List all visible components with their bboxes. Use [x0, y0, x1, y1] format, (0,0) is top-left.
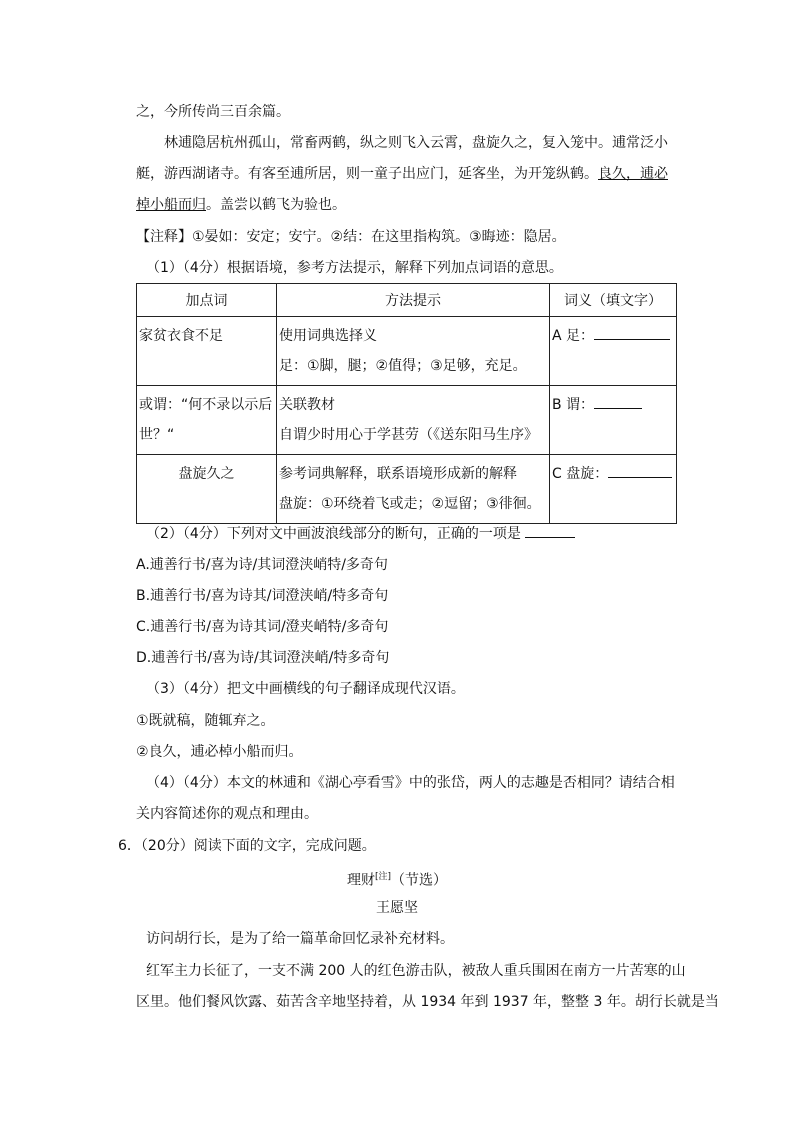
article-paragraph: 访问胡行长，是为了给一篇革命回忆录补充材料。 — [146, 931, 454, 947]
passage-line: 之，今所传尚三百余篇。 — [136, 104, 290, 120]
table-cell: 关联教材 自谓少时用心于学甚劳（《送东阳马生序》 — [277, 386, 550, 455]
answer-blank[interactable] — [594, 394, 642, 409]
table-row — [137, 455, 677, 524]
article-author: 王愿坚 — [376, 900, 418, 916]
table-cell: 参考词典解释，联系语境形成新的解释 盘旋：①环绕着飞或走；②逗留；③徘徊。 — [277, 455, 550, 524]
table-header: 方法提示 — [277, 284, 550, 317]
article-paragraph: 区里。他们餐风饮露、茹苦含辛地坚持着，从 1934 年到 1937 年，整整 3 年。胡行长就是当 — [136, 994, 719, 1010]
annotation-note: 【注释】①晏如：安定；安宁。②结：在这里指构筑。③晦迹：隐居。 — [136, 229, 566, 245]
question-3-prompt: （3）（4分）把文中画横线的句子翻译成现代汉语。 — [146, 681, 465, 697]
passage-line: 林逋隐居杭州孤山，常畜两鹤，纵之则飞入云霄，盘旋久之，复入笼中。逋常泛小 — [164, 135, 668, 151]
option-a: A.逋善行书/喜为诗/其词澄浃峭特/多奇句 — [136, 557, 388, 573]
option-d: D.逋善行书/喜为诗/其词澄浃峭/特多奇句 — [136, 650, 390, 666]
passage-line — [136, 164, 668, 184]
table-cell: B 谓： — [550, 386, 677, 455]
table-header-row — [137, 284, 677, 317]
table-cell: 使用词典选择义 足：①脚，腿；②值得；③足够，充足。 — [277, 317, 550, 386]
article-paragraph: 红军主力长征了，一支不满 200 人的红色游击队，被敌人重兵围困在南方一片苦寒的山 — [146, 963, 686, 979]
option-b: B.逋善行书/喜为诗其/词澄浃峭/特多奇句 — [136, 588, 389, 604]
question-1-prompt: （1）（4分）根据语境，参考方法提示，解释下列加点词语的意思。 — [146, 260, 563, 276]
answer-blank[interactable] — [525, 523, 575, 538]
question-6-prompt: 6．（20分）阅读下面的文字，完成问题。 — [118, 838, 376, 854]
answer-blank[interactable] — [608, 463, 672, 478]
translation-item: ②良久，逋必棹小船而归。 — [136, 744, 303, 760]
table-header: 加点词 — [137, 284, 277, 317]
question-4-prompt: 关内容简述你的观点和理由。 — [136, 806, 318, 822]
article-title: 理财[注]（节选） — [346, 872, 448, 889]
table-header: 词义（填文字） — [550, 284, 677, 317]
footnote-marker: [注] — [374, 872, 392, 882]
table-cell: A 足： — [550, 317, 677, 386]
option-c: C.逋善行书/喜为诗其词/澄夹峭特/多奇句 — [136, 619, 389, 635]
table-row — [137, 317, 677, 386]
answer-blank[interactable] — [594, 325, 670, 340]
underlined-sentence: 棹小船而归 — [136, 197, 206, 213]
table-cell: C 盘旋： — [550, 455, 677, 524]
table-cell: 盘旋久之 — [137, 455, 277, 524]
translation-item: ①既就稿，随辄弃之。 — [136, 713, 275, 729]
table-row — [137, 386, 677, 455]
passage-text: 。盖尝以鹤飞为验也。 — [206, 197, 346, 213]
question-4-prompt: （4）（4分）本文的林逋和《湖心亭看雪》中的张岱，两人的志趣是否相同？请结合相 — [146, 775, 675, 791]
passage-line — [136, 195, 346, 215]
question-2-prompt: （2）（4分）下列对文中画波浪线部分的断句，正确的一项是 — [146, 523, 575, 544]
underlined-sentence: 良久，逋必 — [598, 166, 668, 182]
table-cell: 或谓：“何不录以示后世？“ — [137, 386, 277, 455]
question-1-table — [136, 283, 677, 524]
table-cell: 家贫衣食不足 — [137, 317, 277, 386]
passage-text: 艇，游西湖诸寺。有客至逋所居，则一童子出应门，延客坐，为开笼纵鹤。 — [136, 166, 598, 182]
